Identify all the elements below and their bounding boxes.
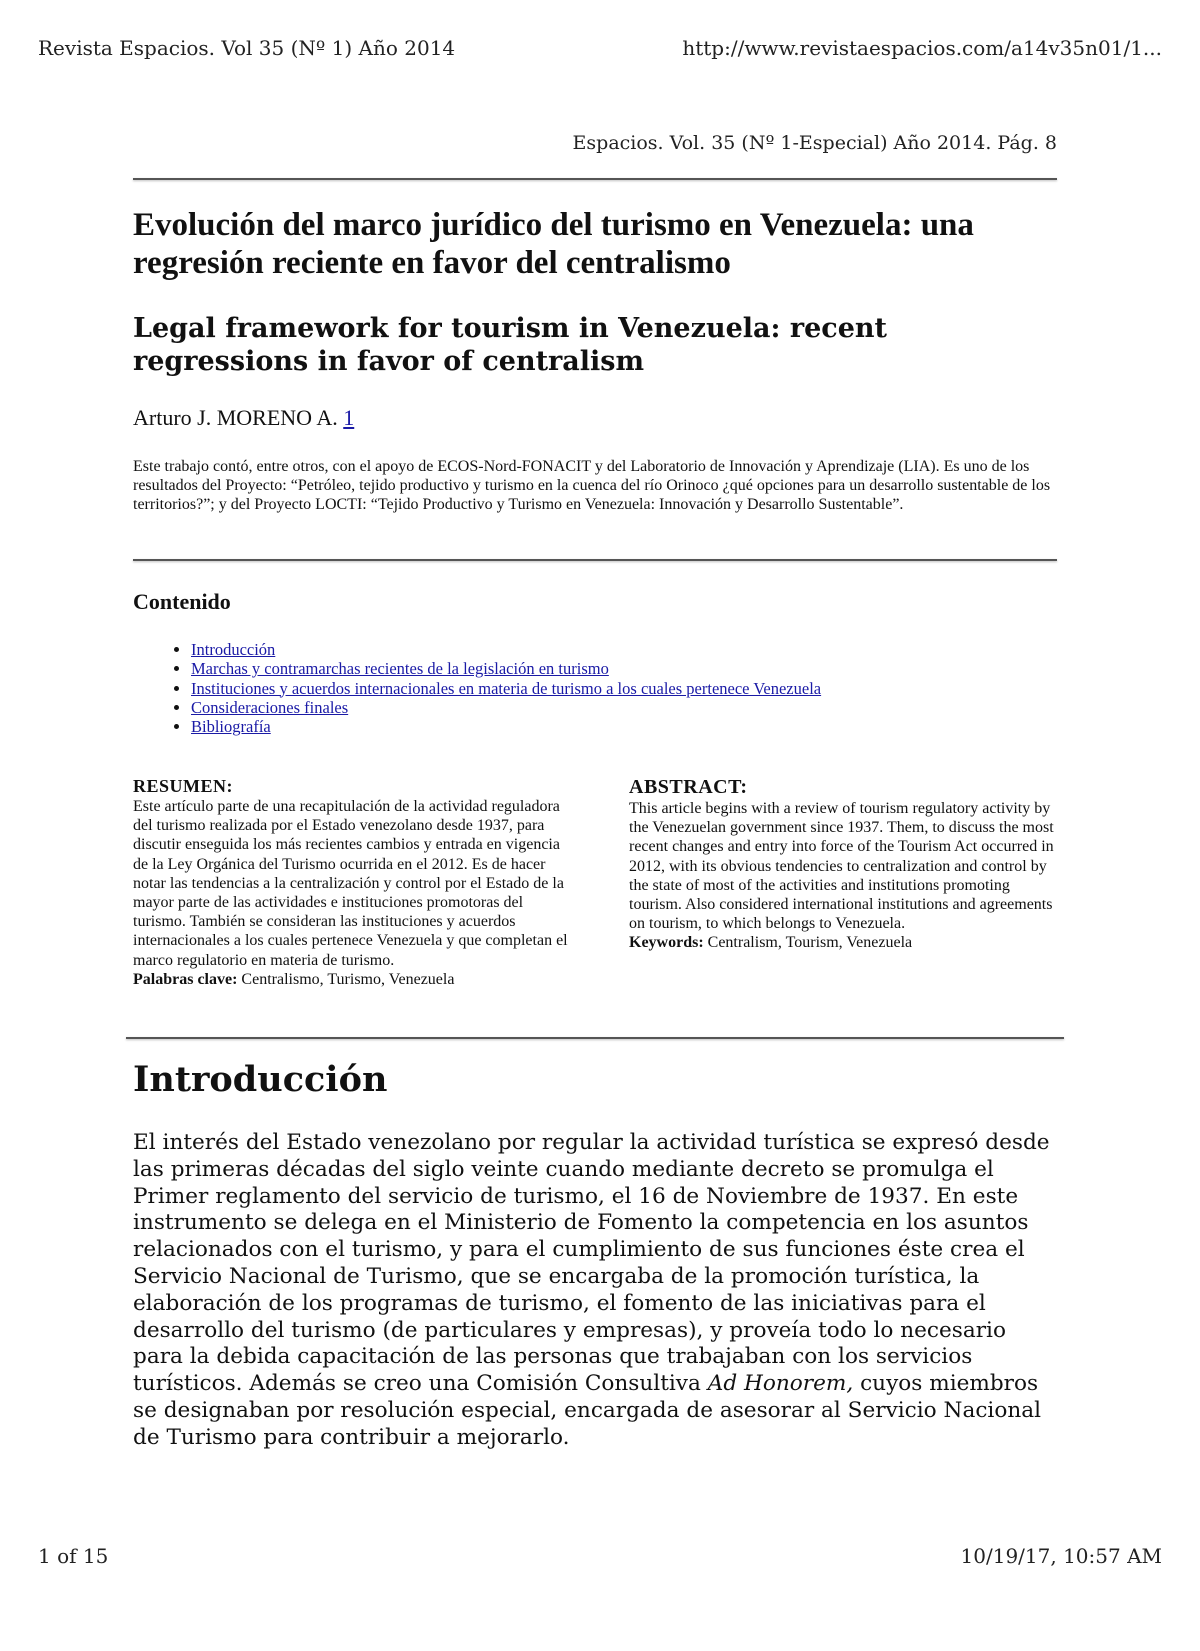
toc-item (191, 679, 821, 698)
abstract-keywords-value: Centralism, Tourism, Venezuela (707, 934, 913, 952)
intro-text-italic: Ad Honorem, (707, 1371, 854, 1397)
toc-link-consideraciones[interactable]: Consideraciones finales (191, 697, 349, 717)
author-line (133, 405, 354, 431)
toc-item (191, 698, 821, 717)
section-heading-introduccion: Introducción (133, 1059, 388, 1100)
intro-text-part1: El interés del Estado venezolano por regular la actividad turística se expresó desde las primeras décadas del siglo veinte cuando mediante decreto se promulga el Primer reglamento del servicio de turismo, el 16 de Noviembre de 1937. En este instrumento se delega en el Ministerio de Fomento la competencia en los asuntos relacionados con el turismo, y para el cumplimiento de sus funciones éste crea el Servicio Nacional de Turismo, que se encargaba de la promoción turística, la elaboración de los programas de turismo, el fomento de las iniciativas para el desarrollo del turismo (de particulares y empresas), y proveía todo lo necesario para la debida capacitación de las personas que trabajaban con los servicios turísticos. Además se creo una Comisión Consultiva (133, 1130, 1050, 1397)
article-title-en: Legal framework for tourism in Venezuela: recent regressions in favor of centralism (133, 313, 887, 377)
toc-link-introduccion[interactable]: Introducción (191, 640, 276, 659)
intro-text-part2: cuyos miembros se designaban por resolución especial, encargada de asesorar al Servicio Nacional de Turismo para contribuir a mejorarlo. (133, 1371, 1042, 1450)
abstract-keywords-label: Keywords: (629, 934, 704, 952)
abstract-column (629, 776, 1059, 953)
divider (126, 1037, 1064, 1039)
author-footnote-link[interactable]: 1 (343, 405, 355, 430)
print-header-source: Revista Espacios. Vol 35 (Nº 1) Año 2014 (38, 36, 456, 60)
resumen-text: Este artículo parte de una recapitulación de la actividad reguladora del turismo realizada por el Estado venezolano desde 1937, para discutir enseguida los más recientes cambios y entrada en vigencia de la Ley Orgánica del Turismo ocurrida en el 2012. Es de hacer notar las tendencias a la centralización y control por el Estado de la mayor parte de las actividades e instituciones promotoras del turismo. También se consideran las instituciones y acuerdos internacionales a los cuales pertenece Venezuela y que completan el marco regulatorio en materia de turismo. (133, 798, 568, 969)
print-header (38, 36, 1162, 60)
resumen-keywords-label: Palabras clave: (133, 970, 238, 988)
toc-title: Contenido (133, 589, 231, 614)
resumen-keywords-value: Centralismo, Turismo, Venezuela (241, 970, 455, 988)
toc-item (191, 640, 821, 659)
toc-link-bibliografia[interactable]: Bibliografía (191, 717, 271, 737)
print-header-url: http://www.revistaespacios.com/a14v35n01/1... (682, 36, 1162, 60)
abstract-heading: ABSTRACT: (629, 776, 748, 798)
toc-item (191, 659, 821, 678)
intro-paragraph (133, 1130, 1057, 1452)
funding-note: Este trabajo contó, entre otros, con el apoyo de ECOS-Nord-FONACIT y del Laboratorio de Innovación y Aprendizaje (LIA). Es uno de los resultados del Proyecto: “Petróleo, tejido productivo y turismo en la cuenca del río Orinoco ¿qué opciones para un desarrollo sustentable de los territorios?”; y del Proyecto LOCTI: “Tejido Productivo y Turismo en Venezuela: Innovación y Desarrollo Sustentable”. (133, 458, 1051, 513)
abstract-text: This article begins with a review of tourism regulatory activity by the Venezuelan government since 1937. Them, to discuss the most recent changes and entry into force of the Tourism Act occurred in 2012, with its obvious tendencies to centralization and control by the state of most of the activities and institutions promoting tourism. Also considered international institutions and agreements on tourism, to which belongs to Venezuela. (629, 800, 1054, 933)
page-reference: Espacios. Vol. 35 (Nº 1-Especial) Año 2014. Pág. 8 (572, 132, 1057, 154)
toc-link-marchas[interactable]: Marchas y contramarchas recientes de la legislación en turismo (191, 659, 609, 679)
toc-link-instituciones[interactable]: Instituciones y acuerdos internacionales en materia de turismo a los cuales pertenece Venezuela (191, 678, 822, 698)
author-name: Arturo J. MORENO A. (133, 405, 338, 430)
divider (133, 178, 1057, 180)
page-count: 1 of 15 (38, 1544, 109, 1568)
resumen-column (133, 776, 573, 989)
abstract-keywords (629, 933, 1059, 952)
article-title-es: Evolución del marco jurídico del turismo en Venezuela: una regresión reciente en favor del centralismo (133, 207, 974, 281)
toc-list (133, 640, 821, 736)
print-timestamp: 10/19/17, 10:57 AM (960, 1544, 1162, 1568)
resumen-heading: RESUMEN: (133, 776, 234, 796)
divider (133, 559, 1057, 561)
toc-item (191, 717, 821, 736)
print-footer (38, 1544, 1162, 1568)
resumen-keywords (133, 970, 573, 989)
